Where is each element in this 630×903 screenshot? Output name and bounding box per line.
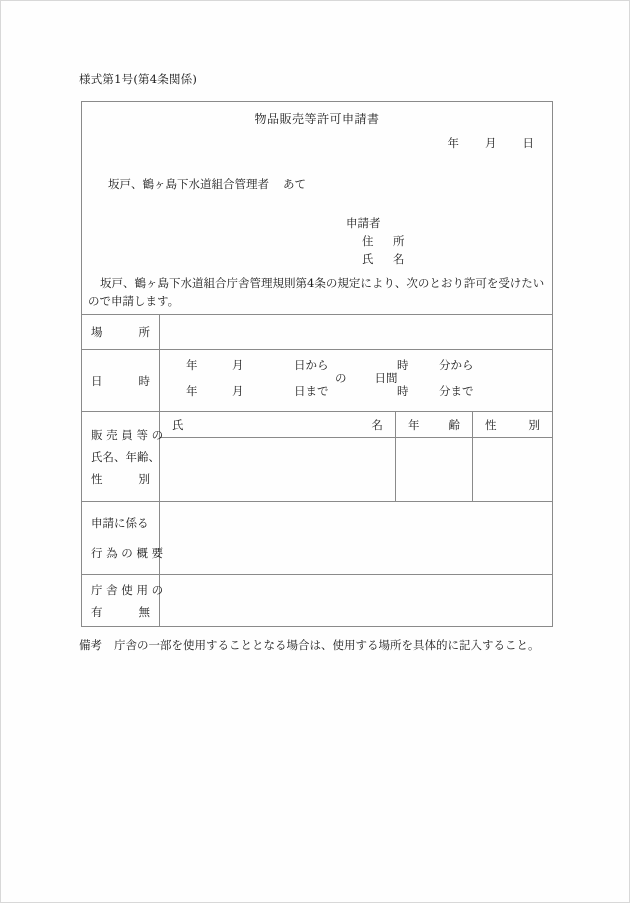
applicant-name-label: 氏 名 — [362, 252, 409, 266]
label-building-use-line-2-char-2: 無 — [138, 604, 150, 619]
label-place-char-2: 所 — [138, 325, 150, 339]
column-header-name — [160, 412, 396, 438]
label-outline-line-2: 行 為 の 概 要 — [91, 546, 164, 560]
application-form-table — [81, 101, 553, 627]
label-building-use-line-2-char-1: 有 — [91, 604, 103, 619]
label-outline-line-1: 申請に係る — [91, 516, 149, 530]
date-day-label: 日 — [522, 136, 534, 150]
table-row-place — [82, 315, 553, 350]
addressee-suffix: あて — [283, 177, 306, 191]
datetime-from-time — [397, 357, 474, 373]
header-block-cell — [82, 102, 553, 315]
column-header-sex-char-2: 別 — [528, 417, 540, 432]
datetime-to-year: 年 — [186, 384, 198, 398]
column-header-age-char-2: 齢 — [448, 417, 460, 432]
datetime-to-month: 月 — [232, 384, 244, 398]
statement-line-2: ので申請します。 — [88, 294, 180, 308]
label-datetime-char-1: 日 — [91, 373, 103, 388]
label-building-use — [82, 575, 164, 627]
datetime-duration-particle: の — [335, 371, 347, 385]
field-seller-sex[interactable] — [473, 438, 553, 502]
table-row-building-use — [82, 575, 553, 627]
field-seller-age[interactable] — [396, 438, 473, 502]
column-header-name-char-2: 名 — [371, 417, 383, 432]
datetime-from-date — [186, 357, 329, 373]
table-row-header-block — [82, 102, 553, 315]
date-month-label: 月 — [485, 136, 497, 150]
field-outline-value[interactable] — [160, 502, 553, 575]
field-datetime-value[interactable] — [160, 350, 553, 412]
column-header-name-char-1: 氏 — [172, 417, 184, 432]
form-number-caption: 様式第1号(第4条関係) — [79, 72, 198, 86]
column-header-sex-char-1: 性 — [485, 417, 497, 432]
datetime-duration-days: 日間 — [374, 371, 398, 385]
date-line — [448, 135, 535, 151]
column-header-age — [396, 412, 473, 438]
applicant-heading: 申請者 — [346, 216, 381, 230]
table-row-datetime — [82, 350, 553, 412]
statement-line-1: 坂戸、鶴ヶ島下水道組合庁舎管理規則第4条の規定により、次のとおり許可を受けたい — [100, 276, 545, 290]
date-year-label: 年 — [447, 136, 459, 150]
datetime-from-minute: 分から — [439, 358, 474, 372]
remarks-text: 庁舎の一部を使用することとなる場合は、使用する場所を具体的に記入すること。 — [114, 638, 540, 652]
label-place — [82, 315, 160, 350]
document-title: 物品販売等許可申請書 — [254, 112, 380, 126]
datetime-to-day: 日まで — [294, 384, 329, 398]
datetime-to-minute: 分まで — [439, 384, 474, 398]
label-place-char-1: 場 — [91, 325, 103, 339]
label-seller-line-1: 販 売 員 等 の — [91, 427, 164, 442]
remarks-label: 備考 — [79, 638, 102, 652]
datetime-to-date — [186, 383, 329, 399]
datetime-from-hour: 時 — [397, 358, 409, 372]
column-header-age-char-1: 年 — [408, 417, 420, 432]
applicant-block — [332, 214, 409, 268]
field-building-use-value[interactable] — [160, 575, 553, 627]
label-seller — [82, 412, 164, 502]
table-row-outline — [82, 502, 553, 575]
field-seller-name[interactable] — [160, 438, 396, 502]
applicant-address-label: 住 所 — [362, 234, 409, 248]
label-seller-line-3-char-1: 性 — [91, 471, 103, 486]
datetime-to-hour: 時 — [397, 384, 409, 398]
label-seller-line-2: 氏名、年齢、 — [91, 449, 160, 464]
label-outline — [82, 502, 164, 575]
addressee-name: 坂戸、鶴ヶ島下水道組合管理者 — [108, 177, 269, 191]
datetime-duration — [335, 370, 398, 386]
label-datetime-char-2: 時 — [138, 373, 150, 388]
datetime-layout — [160, 350, 552, 411]
remarks-note — [79, 637, 540, 653]
label-seller-line-3-char-2: 別 — [138, 471, 150, 486]
label-building-use-line-1: 庁 舎 使 用 の — [91, 582, 164, 597]
datetime-from-day: 日から — [294, 358, 329, 372]
label-datetime — [82, 350, 160, 412]
addressee-line — [108, 176, 306, 192]
statement-block — [88, 274, 546, 310]
table-row-seller-header — [82, 412, 553, 438]
datetime-from-year: 年 — [186, 358, 198, 372]
datetime-to-time — [397, 383, 474, 399]
datetime-from-month: 月 — [232, 358, 244, 372]
field-place-value[interactable] — [160, 315, 553, 350]
column-header-sex — [473, 412, 553, 438]
